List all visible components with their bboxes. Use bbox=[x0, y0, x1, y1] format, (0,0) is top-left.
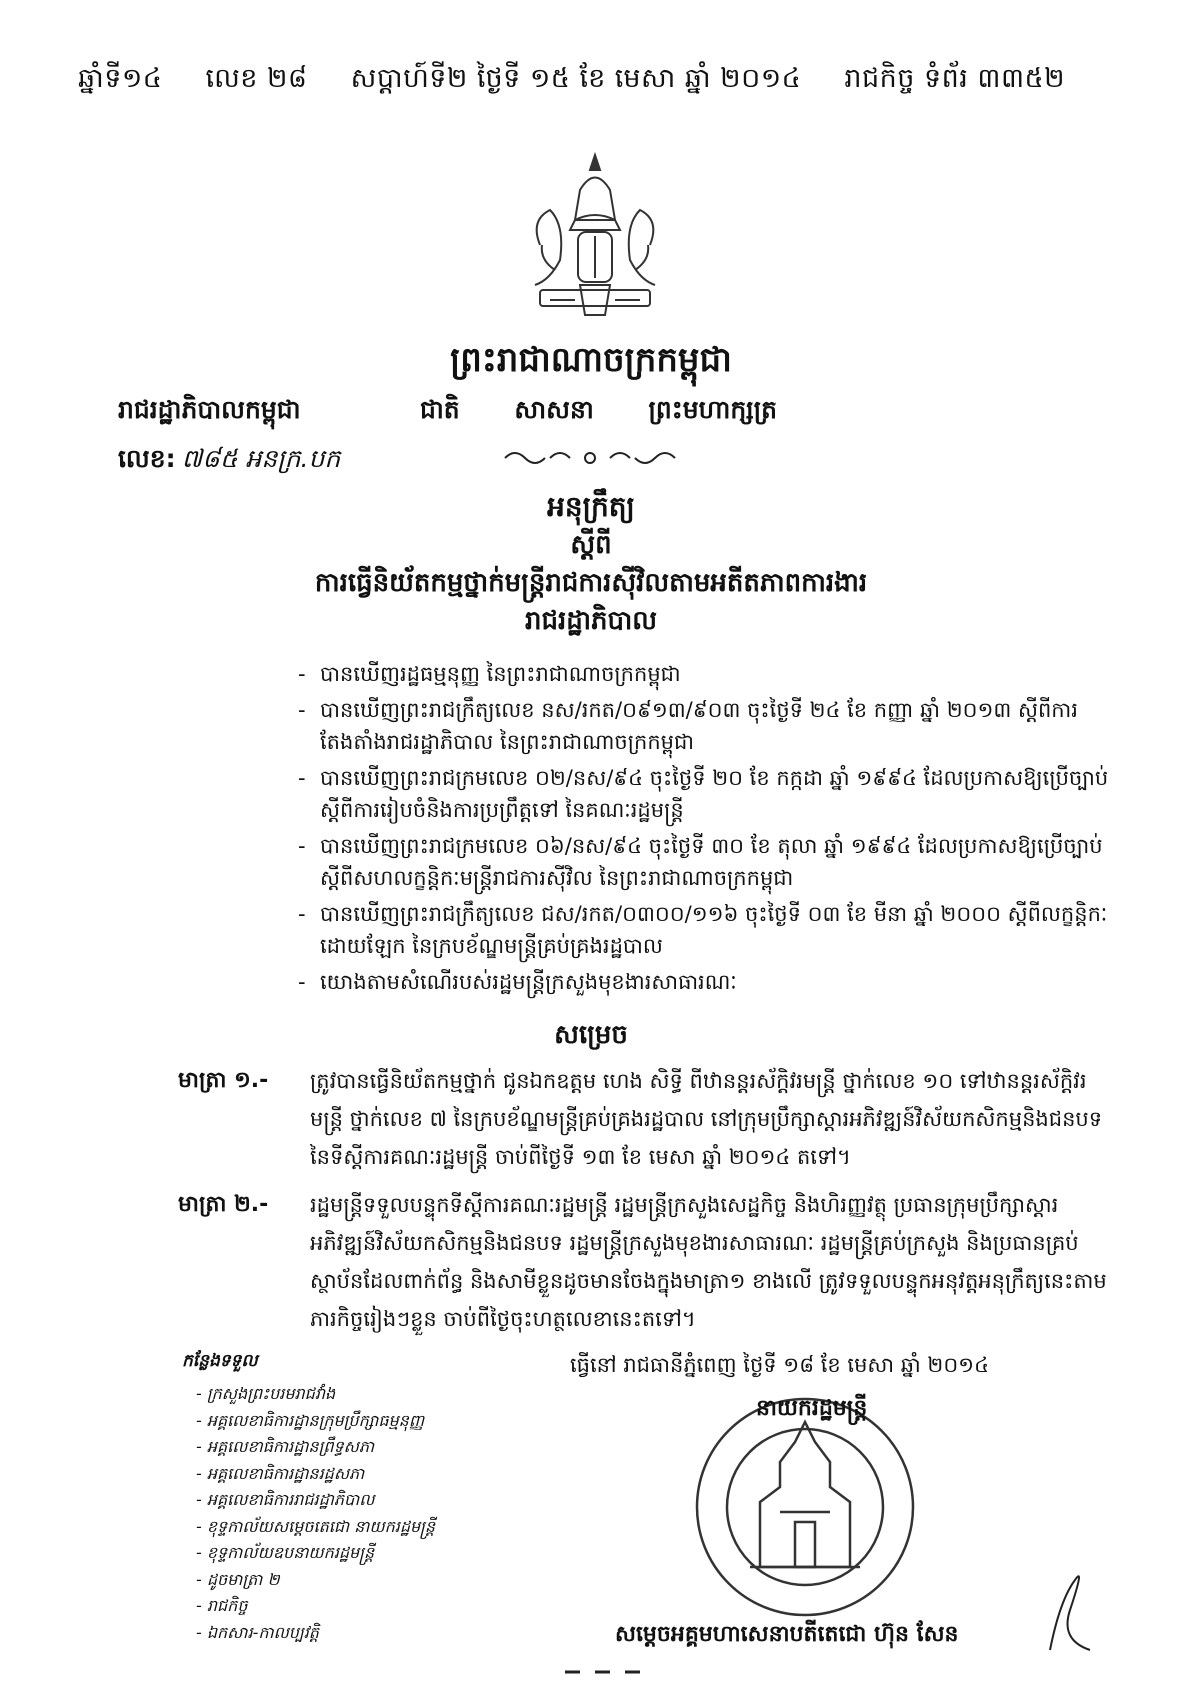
article-label: មាត្រា ២.- bbox=[178, 1192, 269, 1217]
signatory-title: នាយករដ្ឋមន្ត្រី bbox=[756, 1396, 868, 1421]
decree-title bbox=[0, 488, 1182, 640]
signing-date: ធ្វើនៅ រាជធានីភ្នំពេញ ថ្ងៃទី ១៨ ខែ មេសា ឆ្នាំ ២០១៤ bbox=[570, 1353, 989, 1377]
recital-item: - បានឃើញព្រះរាជក្រមលេខ ០២/នស/៩៤ ចុះថ្ងៃទី ២០ ខែ កក្កដា ឆ្នាំ ១៩៩៤ ដែលប្រកាសឱ្យប្រើច្បាប់ស្តីពីការរៀបចំនិងការប្រព្រឹត្តទៅ នៃគណៈរដ្ឋមន្ត្រី bbox=[298, 766, 1109, 822]
recipient-item: - ដូចមាត្រា ២ bbox=[196, 1569, 280, 1589]
recipients-title: កន្លែងទទួល bbox=[182, 1351, 258, 1371]
motto-religion: សាសនា bbox=[514, 395, 594, 424]
title-subdecree: អនុក្រឹត្យ bbox=[547, 490, 635, 523]
reference-number bbox=[118, 444, 340, 480]
recipient-item: - អគ្គលេខាធិការដ្ឋានរដ្ឋសភា bbox=[196, 1463, 365, 1483]
recipient-item: - ខុទ្ទកាល័យឧបនាយករដ្ឋមន្ត្រី bbox=[196, 1543, 375, 1562]
recital-item: - បានឃើញព្រះរាជក្រឹត្យលេខ នស/រកត/០៩១៣/៩០៣ ចុះថ្ងៃទី ២៤ ខែ កញ្ញា ឆ្នាំ ២០១៣ ស្តីពីការតែងតាំងរាជរដ្ឋាភិបាល នៃព្រះរាជាណាចក្រកម្ពុជា bbox=[298, 698, 1078, 754]
official-seal-icon bbox=[690, 1392, 920, 1622]
national-motto bbox=[420, 395, 823, 431]
recital-item: - បានឃើញព្រះរាជក្រឹត្យលេខ ជស/រកត/០៣០០/១១៦ ចុះថ្ងៃទី ០៣ ខែ មីនា ឆ្នាំ ២០០០ ស្តីពីលក្ខន្តិកៈដោយឡែក នៃក្របខ័ណ្ឌមន្ត្រីគ្រប់គ្រងរដ្ឋបាល bbox=[298, 902, 1108, 958]
recipient-item: - អគ្គលេខាធិការដ្ឋានក្រុមប្រឹក្សាធម្មនុញ្ញ bbox=[196, 1410, 425, 1430]
title-government: រាជរដ្ឋាភិបាល bbox=[524, 606, 658, 636]
article-text: ត្រូវបានធ្វើនិយ័តកម្មថ្នាក់ ជូនឯកឧត្តម ហេង សិទ្ធី ពីឋានន្តរស័ក្តិវរមន្ត្រី ថ្នាក់លេខ ១០ ទៅឋានន្តរស័ក្តិវរមន្ត្រី ថ្នាក់លេខ ៧ នៃក្របខ័ណ្ឌមន្ត្រីគ្រប់គ្រងរដ្ឋបាល នៅក្រុមប្រឹក្សាស្តារអភិវឌ្ឍន៍វិស័យកសិកម្មនិងជនបទ នៃទីស្តីការគណៈរដ្ឋមន្ត្រី ចាប់ពីថ្ងៃទី ១៣ ខែ មេសា ឆ្នាំ ២០១៤ តទៅ។ bbox=[310, 1069, 1103, 1169]
motto-nation: ជាតិ bbox=[420, 395, 460, 424]
recipient-item: - ក្រសួងព្រះបរមរាជវាំង bbox=[196, 1384, 336, 1403]
page-divider-icon bbox=[560, 1664, 650, 1680]
article-label: មាត្រា ១.- bbox=[178, 1068, 269, 1093]
article-1 bbox=[178, 1062, 1118, 1176]
recitals-list bbox=[298, 658, 1118, 1002]
article-2 bbox=[178, 1186, 1118, 1338]
recipient-item: - រាជកិច្ច bbox=[196, 1596, 248, 1615]
gazette-issue: លេខ ២៨ bbox=[205, 63, 308, 94]
recipient-item: - អគ្គលេខាធិការដ្ឋានព្រឹទ្ធសភា bbox=[196, 1437, 375, 1456]
gazette-page: រាជកិច្ច ទំព័រ ៣៣៥២ bbox=[844, 63, 1066, 94]
ornament-divider-icon bbox=[500, 448, 680, 468]
gazette-week-date: សប្តាហ៍ទី២ ថ្ងៃទី ១៥ ខែ មេសា ឆ្នាំ ២០១៤ bbox=[350, 63, 802, 94]
reference-handwritten: ៧៨៥ អនក្រ.បក bbox=[181, 444, 341, 473]
decision-heading: សម្រេច bbox=[554, 1020, 628, 1050]
royal-emblem-icon bbox=[520, 150, 670, 325]
article-text: រដ្ឋមន្ត្រីទទួលបន្ទុកទីស្តីការគណៈរដ្ឋមន្ត្រី រដ្ឋមន្ត្រីក្រសួងសេដ្ឋកិច្ច និងហិរញ្ញវត្ថុ ប្រធានក្រុមប្រឹក្សាស្តារអភិវឌ្ឍន៍វិស័យកសិកម្មនិងជនបទ រដ្ឋមន្ត្រីក្រសួងមុខងារសាធារណៈ រដ្ឋមន្ត្រីគ្រប់ក្រសួង និងប្រធានគ្រប់ស្ថាប័នដែលពាក់ព័ន្ធ និងសាមីខ្លួនដូចមានចែងក្នុងមាត្រា១ ខាងលើ ត្រូវទទួលបន្ទុកអនុវត្តអនុក្រឹត្យនេះតាមភារកិច្ចរៀងៗខ្លួន ចាប់ពីថ្ងៃចុះហត្ថលេខានេះតទៅ។ bbox=[310, 1193, 1107, 1331]
motto-king: ព្រះមហាក្សត្រ bbox=[648, 395, 778, 424]
kingdom-title: ព្រះរាជាណាចក្រកម្ពុជា bbox=[450, 340, 732, 380]
signatory-name: សម្តេចអគ្គមហាសេនាបតីតេជោ ហ៊ុន សែន bbox=[615, 1622, 959, 1647]
government-name: រាជរដ្ឋាភិបាលកម្ពុជា bbox=[118, 395, 301, 424]
handwritten-signature-icon bbox=[1040, 1560, 1100, 1660]
recital-item: - យោងតាមសំណើរបស់រដ្ឋមន្ត្រីក្រសួងមុខងារសាធារណៈ bbox=[298, 970, 737, 994]
reference-label: លេខ: bbox=[118, 444, 176, 473]
gazette-year: ឆ្នាំទី១៤ bbox=[78, 63, 163, 94]
title-subject: ការធ្វើនិយ័តកម្មថ្នាក់មន្ត្រីរាជការស៊ីវិលតាមអតីតភាពការងារ bbox=[314, 568, 868, 598]
recipient-item: - អគ្គលេខាធិការរាជរដ្ឋាភិបាល bbox=[196, 1490, 375, 1509]
gazette-header bbox=[78, 62, 1118, 101]
recipients-list bbox=[182, 1350, 435, 1646]
recipient-item: - ឯកសារ-កាលប្បវត្តិ bbox=[196, 1622, 319, 1642]
recipient-item: - ខុទ្ទកាល័យសម្តេចតេជោ នាយករដ្ឋមន្ត្រី bbox=[196, 1516, 436, 1536]
recital-item: - បានឃើញរដ្ឋធម្មនុញ្ញ នៃព្រះរាជាណាចក្រកម្ពុជា bbox=[298, 662, 681, 686]
title-on: ស្តីពី bbox=[570, 530, 612, 560]
recital-item: - បានឃើញព្រះរាជក្រមលេខ ០៦/នស/៩៤ ចុះថ្ងៃទី ៣០ ខែ តុលា ឆ្នាំ ១៩៩៤ ដែលប្រកាសឱ្យប្រើច្បាប់ស្តីពីសហលក្ខន្តិកៈមន្ត្រីរាជការស៊ីវិល នៃព្រះរាជាណាចក្រកម្ពុជា bbox=[298, 834, 1103, 890]
